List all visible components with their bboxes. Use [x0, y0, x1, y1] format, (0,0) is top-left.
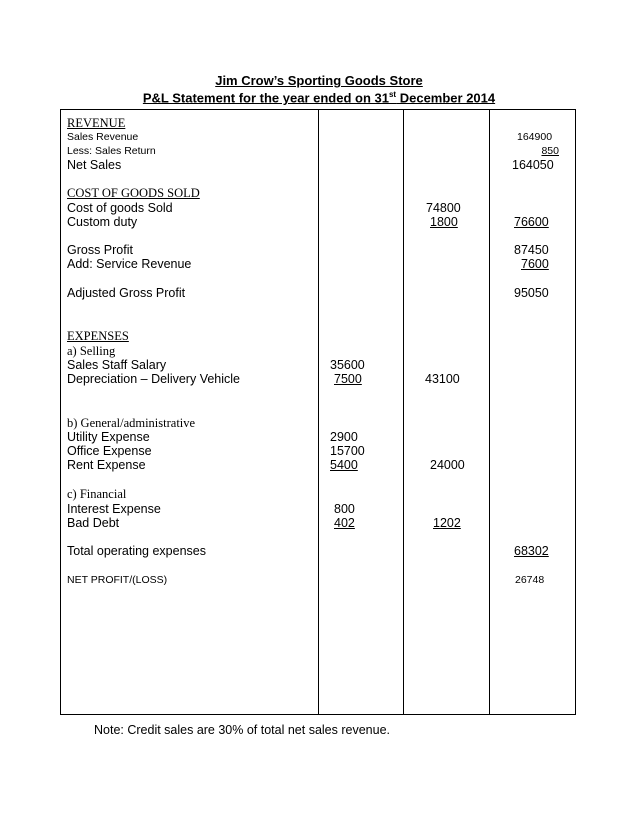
- gross-profit-label: Gross Profit: [67, 243, 133, 257]
- office-expense-label: Office Expense: [67, 444, 152, 458]
- subtitle-superscript: st: [388, 90, 397, 99]
- service-revenue-value: 7600: [521, 257, 549, 271]
- statement-title: Jim Crow’s Sporting Goods Store: [215, 73, 423, 88]
- column-divider: [318, 109, 319, 715]
- net-sales-value: 164050: [512, 158, 554, 172]
- general-total-value: 24000: [430, 458, 465, 472]
- office-expense-value: 15700: [330, 444, 365, 458]
- adjusted-gross-profit-label: Adjusted Gross Profit: [67, 286, 186, 300]
- financial-heading: c) Financial: [67, 487, 127, 501]
- cogs-label: Cost of goods Sold: [67, 201, 173, 215]
- total-operating-expenses-label: Total operating expenses: [67, 544, 206, 558]
- utility-expense-value: 2900: [330, 430, 358, 444]
- net-sales-label: Net Sales: [67, 158, 122, 172]
- rent-expense-label: Rent Expense: [67, 458, 146, 472]
- credit-sales-note: Note: Credit sales are 30% of total net sales revenue.: [94, 723, 390, 737]
- sales-staff-salary-value: 35600: [330, 358, 365, 372]
- general-heading: b) General/administrative: [67, 416, 196, 430]
- financial-total-value: 1202: [433, 516, 461, 530]
- sales-return-value: 850: [541, 145, 559, 157]
- adjusted-gross-profit-value: 95050: [514, 286, 549, 300]
- net-profit-label: NET PROFIT/(LOSS): [67, 574, 168, 586]
- depreciation-value: 7500: [334, 372, 362, 386]
- sales-return-label: Less: Sales Return: [67, 145, 156, 157]
- sales-revenue-label: Sales Revenue: [67, 131, 139, 143]
- custom-duty-label: Custom duty: [67, 215, 138, 229]
- subtitle-date: December 2014: [396, 90, 496, 106]
- bad-debt-value: 402: [334, 516, 355, 530]
- bad-debt-label: Bad Debt: [67, 516, 120, 530]
- total-operating-expenses-value: 68302: [514, 544, 549, 558]
- cogs-value: 74800: [426, 201, 461, 215]
- selling-heading: a) Selling: [67, 344, 116, 358]
- column-divider: [403, 109, 404, 715]
- revenue-heading: REVENUE: [67, 116, 126, 130]
- sales-revenue-value: 164900: [517, 131, 553, 143]
- interest-expense-label: Interest Expense: [67, 502, 161, 516]
- subtitle-text: P&L Statement for the year ended on 31: [142, 90, 389, 106]
- cogs-heading: COST OF GOODS SOLD: [67, 186, 200, 200]
- rent-expense-value: 5400: [330, 458, 358, 472]
- column-divider: [489, 109, 490, 715]
- interest-expense-value: 800: [334, 502, 355, 516]
- net-profit-value: 26748: [515, 574, 545, 586]
- cogs-total-value: 76600: [514, 215, 549, 229]
- sales-staff-salary-label: Sales Staff Salary: [67, 358, 167, 372]
- utility-expense-label: Utility Expense: [67, 430, 150, 444]
- depreciation-label: Depreciation – Delivery Vehicle: [67, 372, 241, 386]
- selling-total-value: 43100: [425, 372, 460, 386]
- gross-profit-value: 87450: [514, 243, 549, 257]
- statement-subtitle: [0, 90, 638, 105]
- service-revenue-label: Add: Service Revenue: [67, 257, 192, 271]
- expenses-heading: EXPENSES: [67, 329, 129, 343]
- custom-duty-value: 1800: [430, 215, 458, 229]
